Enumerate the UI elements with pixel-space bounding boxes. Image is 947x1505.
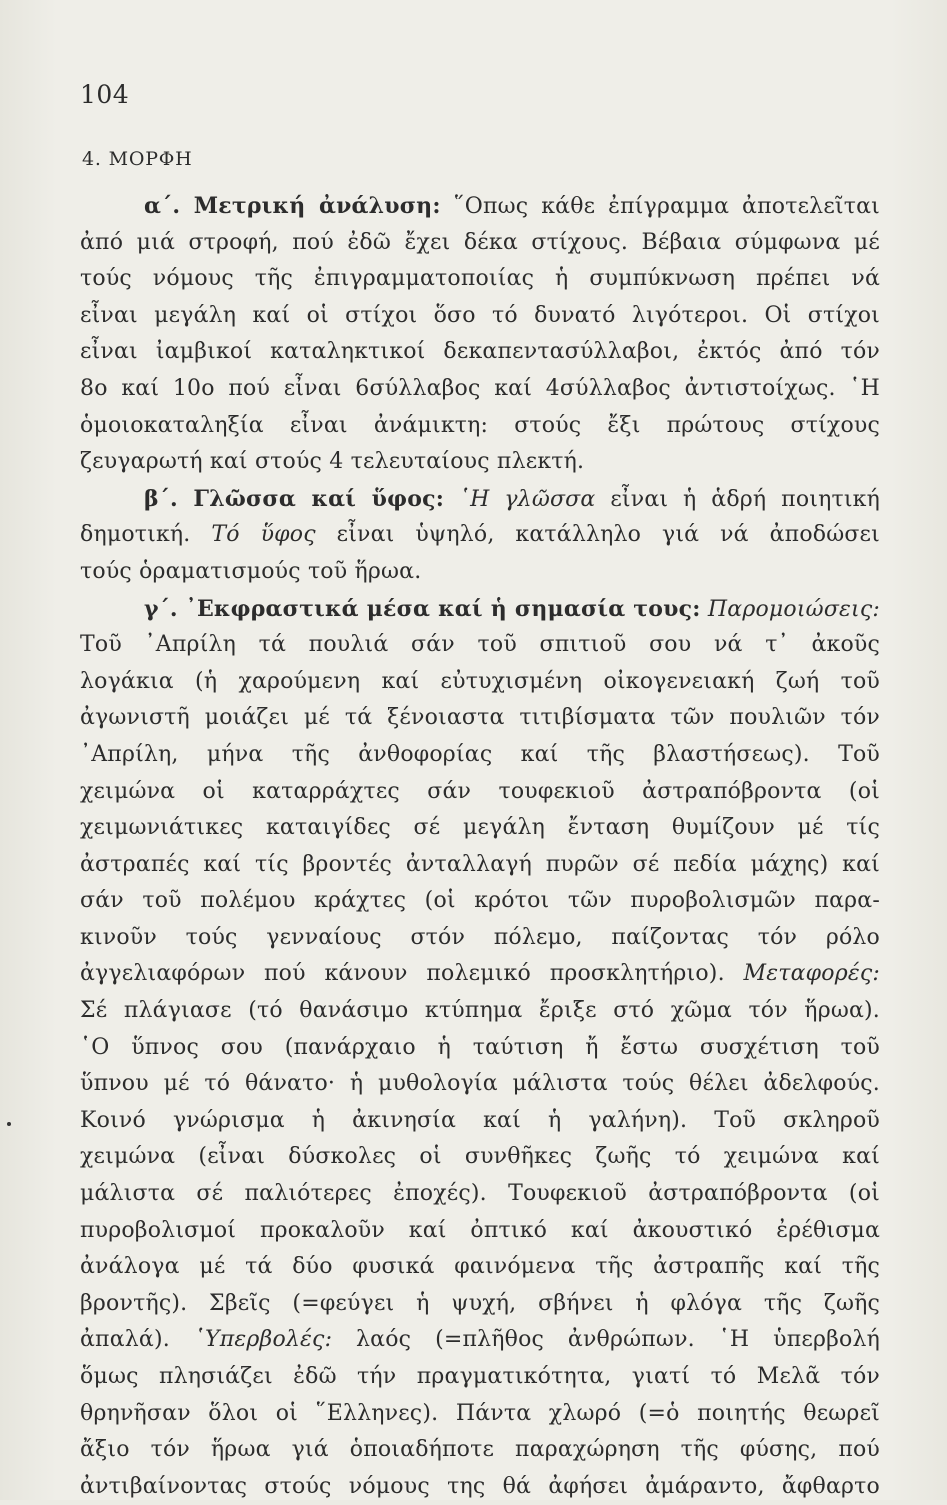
text-segment: ἀγγελιαφόρων πού κάνουν πολεμικό προσκλητήριο).: [80, 961, 744, 987]
text-line: [80, 993, 880, 1030]
text-line: [80, 1396, 880, 1433]
text-segment: Κοινό γνώρισμα ἡ ἀκινησία καί ἡ γαλήνη). Τοῦ σκληροῦ: [80, 1107, 880, 1133]
text-segment: [444, 487, 459, 512]
italic-text: ῾Η γλῶσσα: [458, 486, 596, 512]
text-segment: βροντῆς). Σβεῖς (=φεύγει ἡ ψυχή, σβήνει ἡ φλόγα τῆς ζωῆς: [80, 1290, 880, 1316]
text-line: [80, 481, 880, 518]
text-line: [80, 737, 880, 774]
text-line: [80, 444, 880, 481]
text-line: [80, 408, 880, 445]
text-segment: 8ο καί 10ο πού εἶναι 6σύλλαβος καί 4σύλλαβος ἀντιστοίχως. ῾Η: [80, 375, 880, 401]
text-segment: εἶναι ἡ ἁδρή ποιητική: [595, 486, 881, 512]
text-line: [80, 1249, 880, 1286]
text-line: [80, 1176, 880, 1213]
text-line: [80, 334, 880, 371]
text-line: [80, 261, 880, 298]
text-line: [80, 627, 880, 664]
text-line: [80, 1030, 880, 1067]
text-segment: εἶναι μεγάλη καί οἱ στίχοι ὅσο τό δυνατό λιγότεροι. Οἱ στίχοι: [80, 302, 880, 328]
text-segment: ἀνάλογα μέ τά δύο φυσικά φαινόμενα τῆς ἀστραπῆς καί τῆς: [80, 1254, 880, 1280]
text-line: [80, 188, 880, 225]
text-segment: ἄξιο τόν ἥρωα γιά ὁποιαδήποτε παραχώρηση τῆς φύσης, πού: [80, 1437, 880, 1463]
text-segment: θρηνῆσαν ὅλοι οἱ ῞Ελληνες). Πάντα χλωρό (=ὁ ποιητής θεωρεῖ: [80, 1400, 880, 1426]
text-segment: εἶναι ἰαμβικοί καταληκτικοί δεκαπεντασύλλαβοι, ἐκτός ἀπό τόν: [80, 339, 880, 365]
text-line: [80, 920, 880, 957]
text-line: [80, 1066, 880, 1103]
text-segment: πυροβολισμοί προκαλοῦν καί ὀπτικό καί ἀκουστικό ἐρέθισμα: [80, 1217, 880, 1243]
text-segment: ῾Ο ὕπνος σου (πανάρχαιο ἡ ταύτιση ἤ ἔστω συσχέτιση τοῦ: [80, 1034, 880, 1060]
text-line: [80, 1103, 880, 1140]
text-segment: ἀπαλά).: [80, 1327, 194, 1353]
text-segment: δημοτική.: [80, 522, 212, 548]
text-line: [80, 664, 880, 701]
bold-heading-text: β΄. Γλῶσσα καί ὕφος:: [144, 485, 445, 512]
italic-text: Τό ὕφος: [211, 522, 316, 548]
italic-text: ῾Υπερβολές:: [193, 1327, 333, 1353]
text-line: [80, 1139, 880, 1176]
text-segment: ῞Οπως κάθε ἐπίγραμμα ἀποτελεῖται: [440, 194, 880, 219]
body-text: [80, 188, 880, 1505]
text-segment: ἀπό μιά στροφή, πού ἐδῶ ἔχει δέκα στίχους. Βέβαια σύμφωνα μέ: [80, 229, 880, 255]
text-segment: χειμώνα οἱ καταρράχτες σάν τουφεκιοῦ ἀστραπόβροντα (οἱ: [80, 778, 880, 804]
text-segment: ἀγωνιστῆ μοιάζει μέ τά ξένοιαστα τιτιβίσματα τῶν πουλιῶν τόν: [80, 705, 880, 731]
text-segment: ὅμως πλησιάζει ἐδῶ τήν πραγματικότητα, γιατί τό Μελᾶ τόν: [80, 1364, 880, 1389]
text-segment: ἀντιβαίνοντας στούς νόμους της θά ἀφήσει ἀμάραντο, ἄφθαρτο: [80, 1473, 880, 1499]
text-segment: ἀστραπές καί τίς βροντές ἀνταλλαγή πυρῶν σέ πεδία μάχης) καί: [80, 851, 880, 877]
text-segment: λογάκια (ἡ χαρούμενη καί εὐτυχισμένη οἰκογενειακή ζωή τοῦ: [80, 668, 880, 694]
text-line: [80, 956, 880, 993]
section-heading: 4. ΜΟΡΦΗ: [82, 148, 193, 170]
text-segment: χειμώνα (εἶναι δύσκολες οἱ συνθῆκες ζωῆς τό χειμώνα καί: [80, 1144, 880, 1170]
text-segment: τούς νόμους τῆς ἐπιγραμματοποιίας ἡ συμπύκνωση πρέπει νά: [80, 266, 880, 292]
text-segment: χειμωνιάτικες καταιγίδες σέ μεγάλη ἔνταση θυμίζουν μέ τίς: [80, 815, 880, 841]
text-segment: λαός (=πλῆθος ἀνθρώπων. ῾Η ὑπερβολή: [332, 1327, 880, 1353]
text-line: [80, 371, 880, 408]
margin-mark: [7, 1122, 11, 1126]
text-line: [80, 554, 880, 591]
text-segment: [701, 597, 708, 622]
bold-heading-text: α΄. Μετρική ἀνάλυση:: [144, 193, 441, 219]
text-segment: εἶναι ὑψηλό, κατάλληλο γιά νά ἀποδώσει: [315, 522, 880, 548]
text-line: [80, 298, 880, 335]
text-segment: Σέ πλάγιασε (τό θανάσιμο κτύπημα ἔριξε στό χῶμα τόν ἥρωα).: [80, 998, 880, 1024]
text-line: [80, 1322, 880, 1359]
text-segment: ζευγαρωτή καί στούς 4 τελευταίους πλεκτή.: [80, 449, 585, 475]
text-line: [80, 883, 880, 920]
text-line: [80, 810, 880, 847]
text-line: [80, 225, 880, 262]
text-line: [80, 847, 880, 884]
text-segment: μάλιστα σέ παλιότερες ἐποχές). Τουφεκιοῦ ἀστραπόβροντα (οἱ: [80, 1181, 880, 1207]
text-segment: τούς ὁραματισμούς τοῦ ἥρωα.: [80, 558, 422, 584]
text-segment: Τοῦ ᾽Απρίλη τά πουλιά σάν τοῦ σπιτιοῦ σου νά τ᾽ ἀκοῦς: [80, 632, 880, 658]
bold-heading-text: γ΄. ᾽Εκφραστικά μέσα καί ἡ σημασία τους:: [144, 595, 701, 622]
text-segment: ὕπνου μέ τό θάνατο· ἡ μυθολογία μάλιστα τούς θέλει ἀδελφούς.: [80, 1071, 880, 1097]
text-line: [80, 1359, 880, 1396]
text-line: [80, 700, 880, 737]
text-line: [80, 1213, 880, 1250]
italic-text: Μεταφορές:: [743, 961, 880, 987]
text-segment: ὁμοιοκαταληξία εἶναι ἀνάμικτη: στούς ἔξι πρώτους στίχους: [80, 412, 880, 438]
italic-text: Παρομοιώσεις:: [707, 596, 881, 622]
text-segment: ᾽Απρίλη, μήνα τῆς ἀνθοφορίας καί τῆς βλαστήσεως). Τοῦ: [80, 741, 880, 767]
text-line: [80, 591, 880, 628]
page-number: 104: [80, 80, 130, 109]
text-line: [80, 517, 880, 554]
text-segment: κινοῦν τούς γενναίους στόν πόλεμο, παίζοντας τόν ρόλο: [80, 924, 880, 950]
text-line: [80, 774, 880, 811]
text-segment: σάν τοῦ πολέμου κράχτες (οἱ κρότοι τῶν πυροβολισμῶν παρα-: [80, 888, 880, 914]
text-line: [80, 1286, 880, 1323]
text-line: [80, 1432, 880, 1469]
